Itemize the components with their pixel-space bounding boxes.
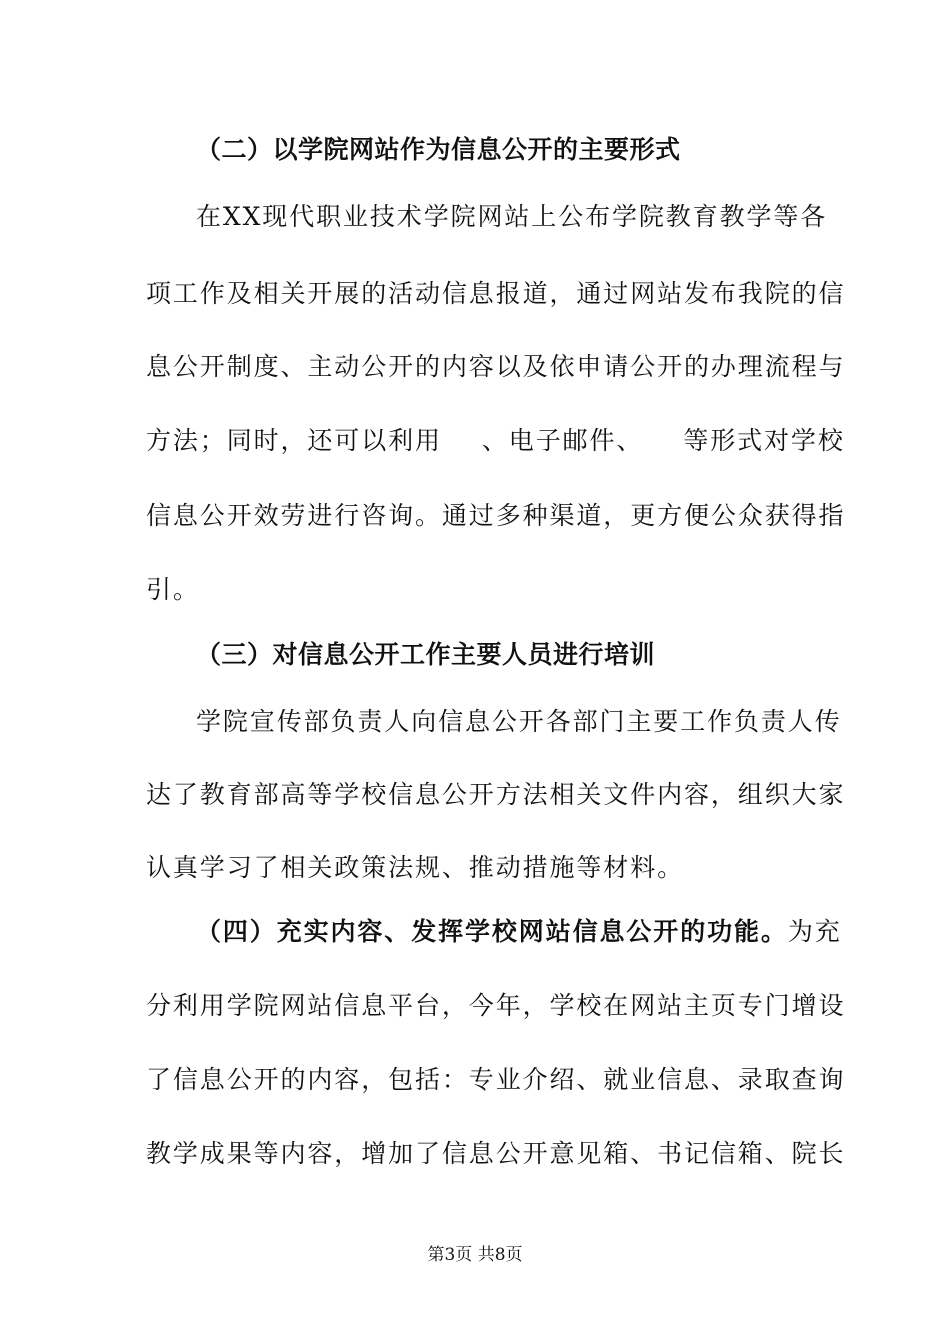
paragraph-line: 引。: [146, 575, 200, 604]
section-heading-3: （三）对信息公开工作主要人员进行培训: [196, 640, 656, 669]
paragraph-line-with-gaps: [146, 426, 845, 456]
section-heading-4-line: [196, 917, 842, 947]
paragraph-line: 认真学习了相关政策法规、推动措施等材料。: [146, 853, 685, 882]
text-run: 方法；同时，还可以利用: [146, 426, 442, 455]
paragraph-line: 项工作及相关开展的活动信息报道，通过网站发布我院的信: [146, 279, 846, 308]
section-heading-4: （四）充实内容、发挥学校网站信息公开的功能。: [196, 917, 788, 946]
paragraph-line: 分利用学院网站信息平台，今年，学校在网站主页专门增设: [146, 991, 846, 1020]
text-run: 为充: [787, 917, 842, 946]
paragraph-line: 在XX现代职业技术学院网站上公布学院教育教学等各: [196, 202, 828, 231]
page-number-footer: 第3页 共8页: [427, 1245, 523, 1265]
paragraph-line: 息公开制度、主动公开的内容以及依申请公开的办理流程与: [146, 352, 846, 381]
text-run: 等形式对学校: [683, 426, 845, 455]
paragraph-line: 学院宣传部负责人向信息公开各部门主要工作负责人传: [196, 707, 842, 736]
text-run: 、电子邮件、: [481, 426, 644, 455]
paragraph-line: 教学成果等内容，增加了信息公开意见箱、书记信箱、院长: [146, 1139, 846, 1168]
paragraph-line: 信息公开效劳进行咨询。通过多种渠道，更方便公众获得指: [146, 501, 846, 530]
paragraph-line: 达了教育部高等学校信息公开方法相关文件内容，组织大家: [146, 780, 846, 809]
paragraph-line: 了信息公开的内容，包括：专业介绍、就业信息、录取查询: [146, 1065, 846, 1094]
section-heading-2: （二）以学院网站作为信息公开的主要形式: [196, 135, 681, 164]
